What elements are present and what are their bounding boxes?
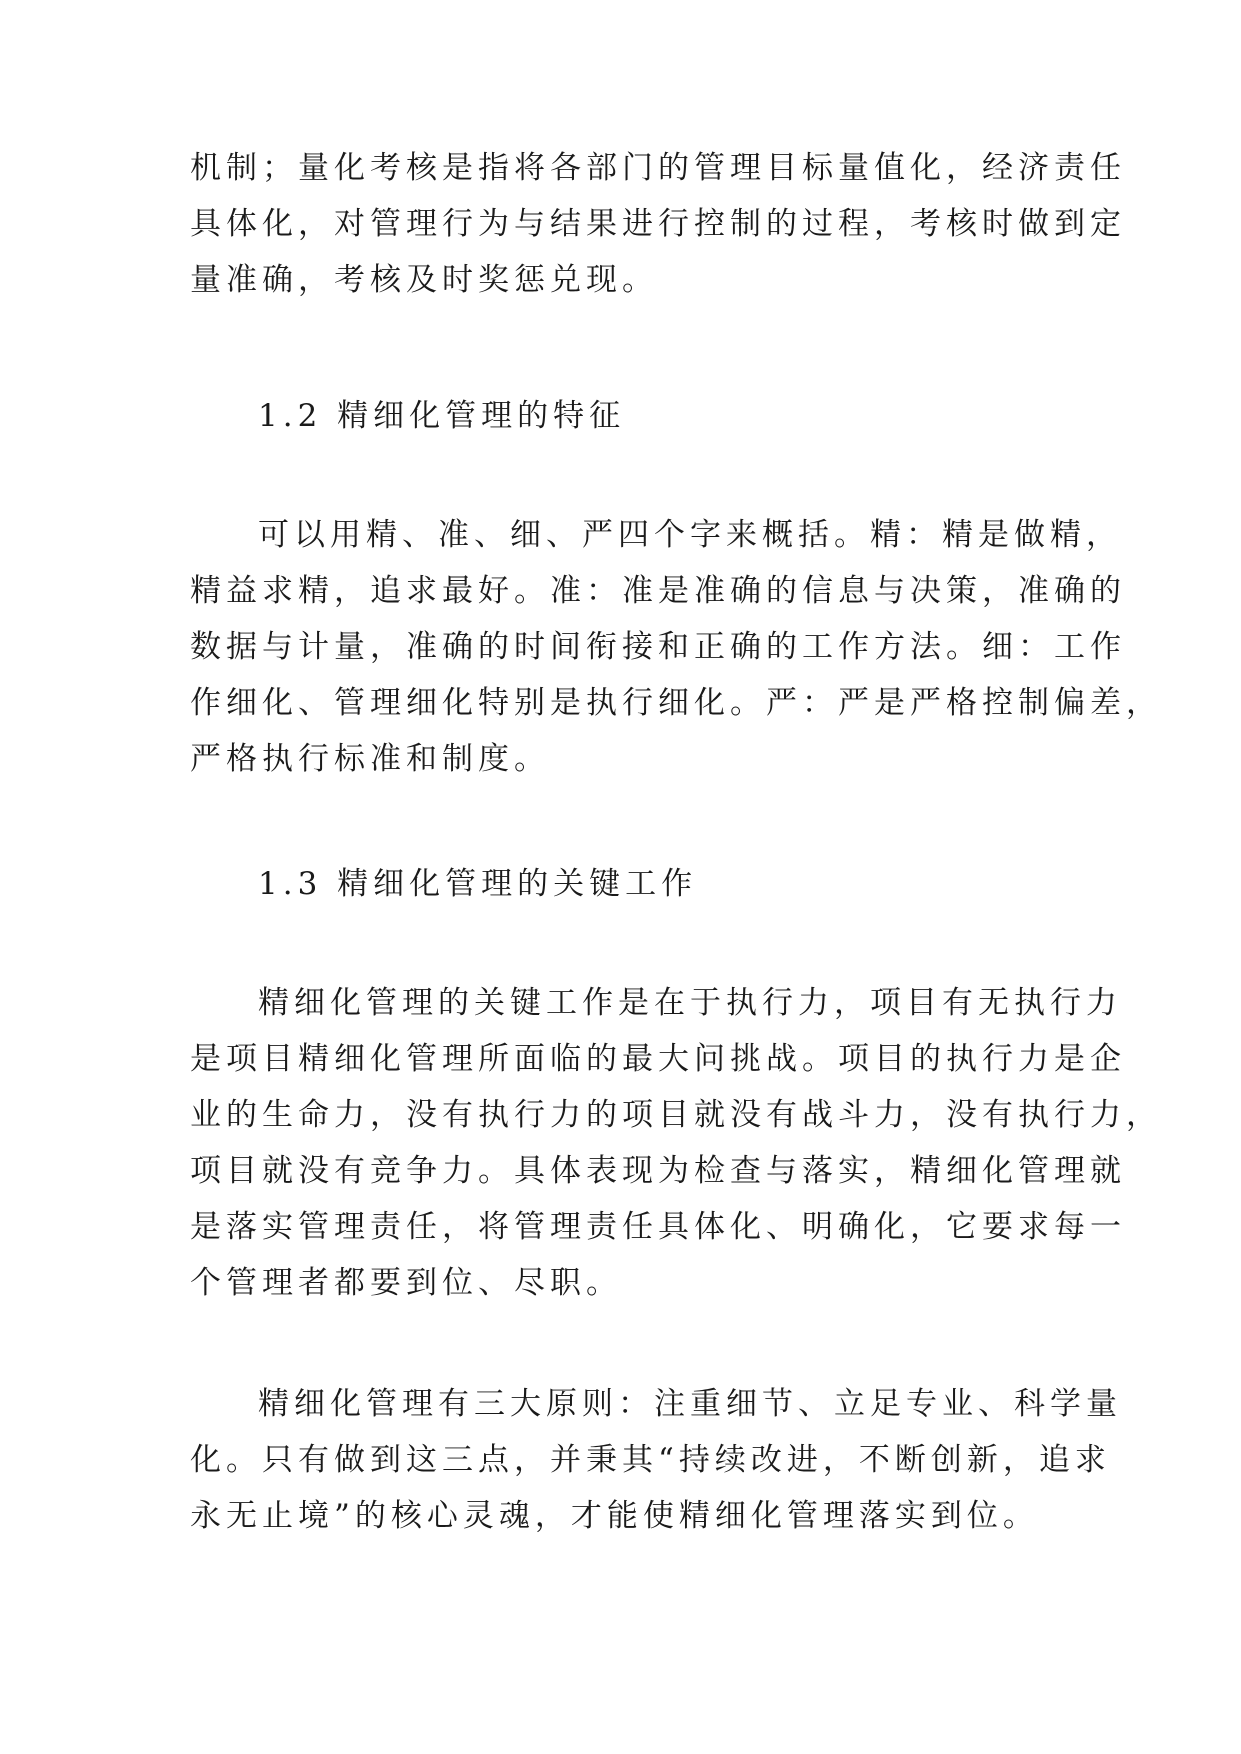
paragraph-line: 精细化管理有三大原则：注重细节、立足专业、科学量 [258,1386,1122,1422]
paragraph-line: 永无止境”的核心灵魂，才能使精细化管理落实到位。 [190,1498,1039,1534]
paragraph-line: 严格执行标准和制度。 [190,741,550,777]
paragraph-line: 量准确，考核及时奖惩兑现。 [190,262,658,298]
paragraph-line: 作细化、管理细化特别是执行细化。严：严是严格控制偏差， [190,685,1162,721]
section-heading: 1.2 精细化管理的特征 [258,398,626,434]
paragraph-line: 是落实管理责任，将管理责任具体化、明确化，它要求每一 [190,1209,1126,1245]
paragraph-line: 精益求精，追求最好。准：准是准确的信息与决策，准确的 [190,573,1126,609]
section-heading: 1.3 精细化管理的关键工作 [258,866,698,902]
paragraph-line: 业的生命力，没有执行力的项目就没有战斗力，没有执行力， [190,1097,1162,1133]
paragraph-line: 可以用精、准、细、严四个字来概括。精：精是做精， [258,517,1122,553]
paragraph-line: 是项目精细化管理所面临的最大问挑战。项目的执行力是企 [190,1041,1126,1077]
paragraph-line: 精细化管理的关键工作是在于执行力，项目有无执行力 [258,985,1122,1021]
paragraph-line: 具体化，对管理行为与结果进行控制的过程，考核时做到定 [190,206,1126,242]
paragraph-line: 化。只有做到这三点，并秉其“持续改进，不断创新，追求 [190,1442,1111,1478]
paragraph-line: 数据与计量，准确的时间衔接和正确的工作方法。细：工作 [190,629,1126,665]
paragraph-line: 机制；量化考核是指将各部门的管理目标量值化，经济责任 [190,150,1126,186]
paragraph-line: 个管理者都要到位、尽职。 [190,1265,622,1301]
paragraph-line: 项目就没有竞争力。具体表现为检查与落实，精细化管理就 [190,1153,1126,1189]
